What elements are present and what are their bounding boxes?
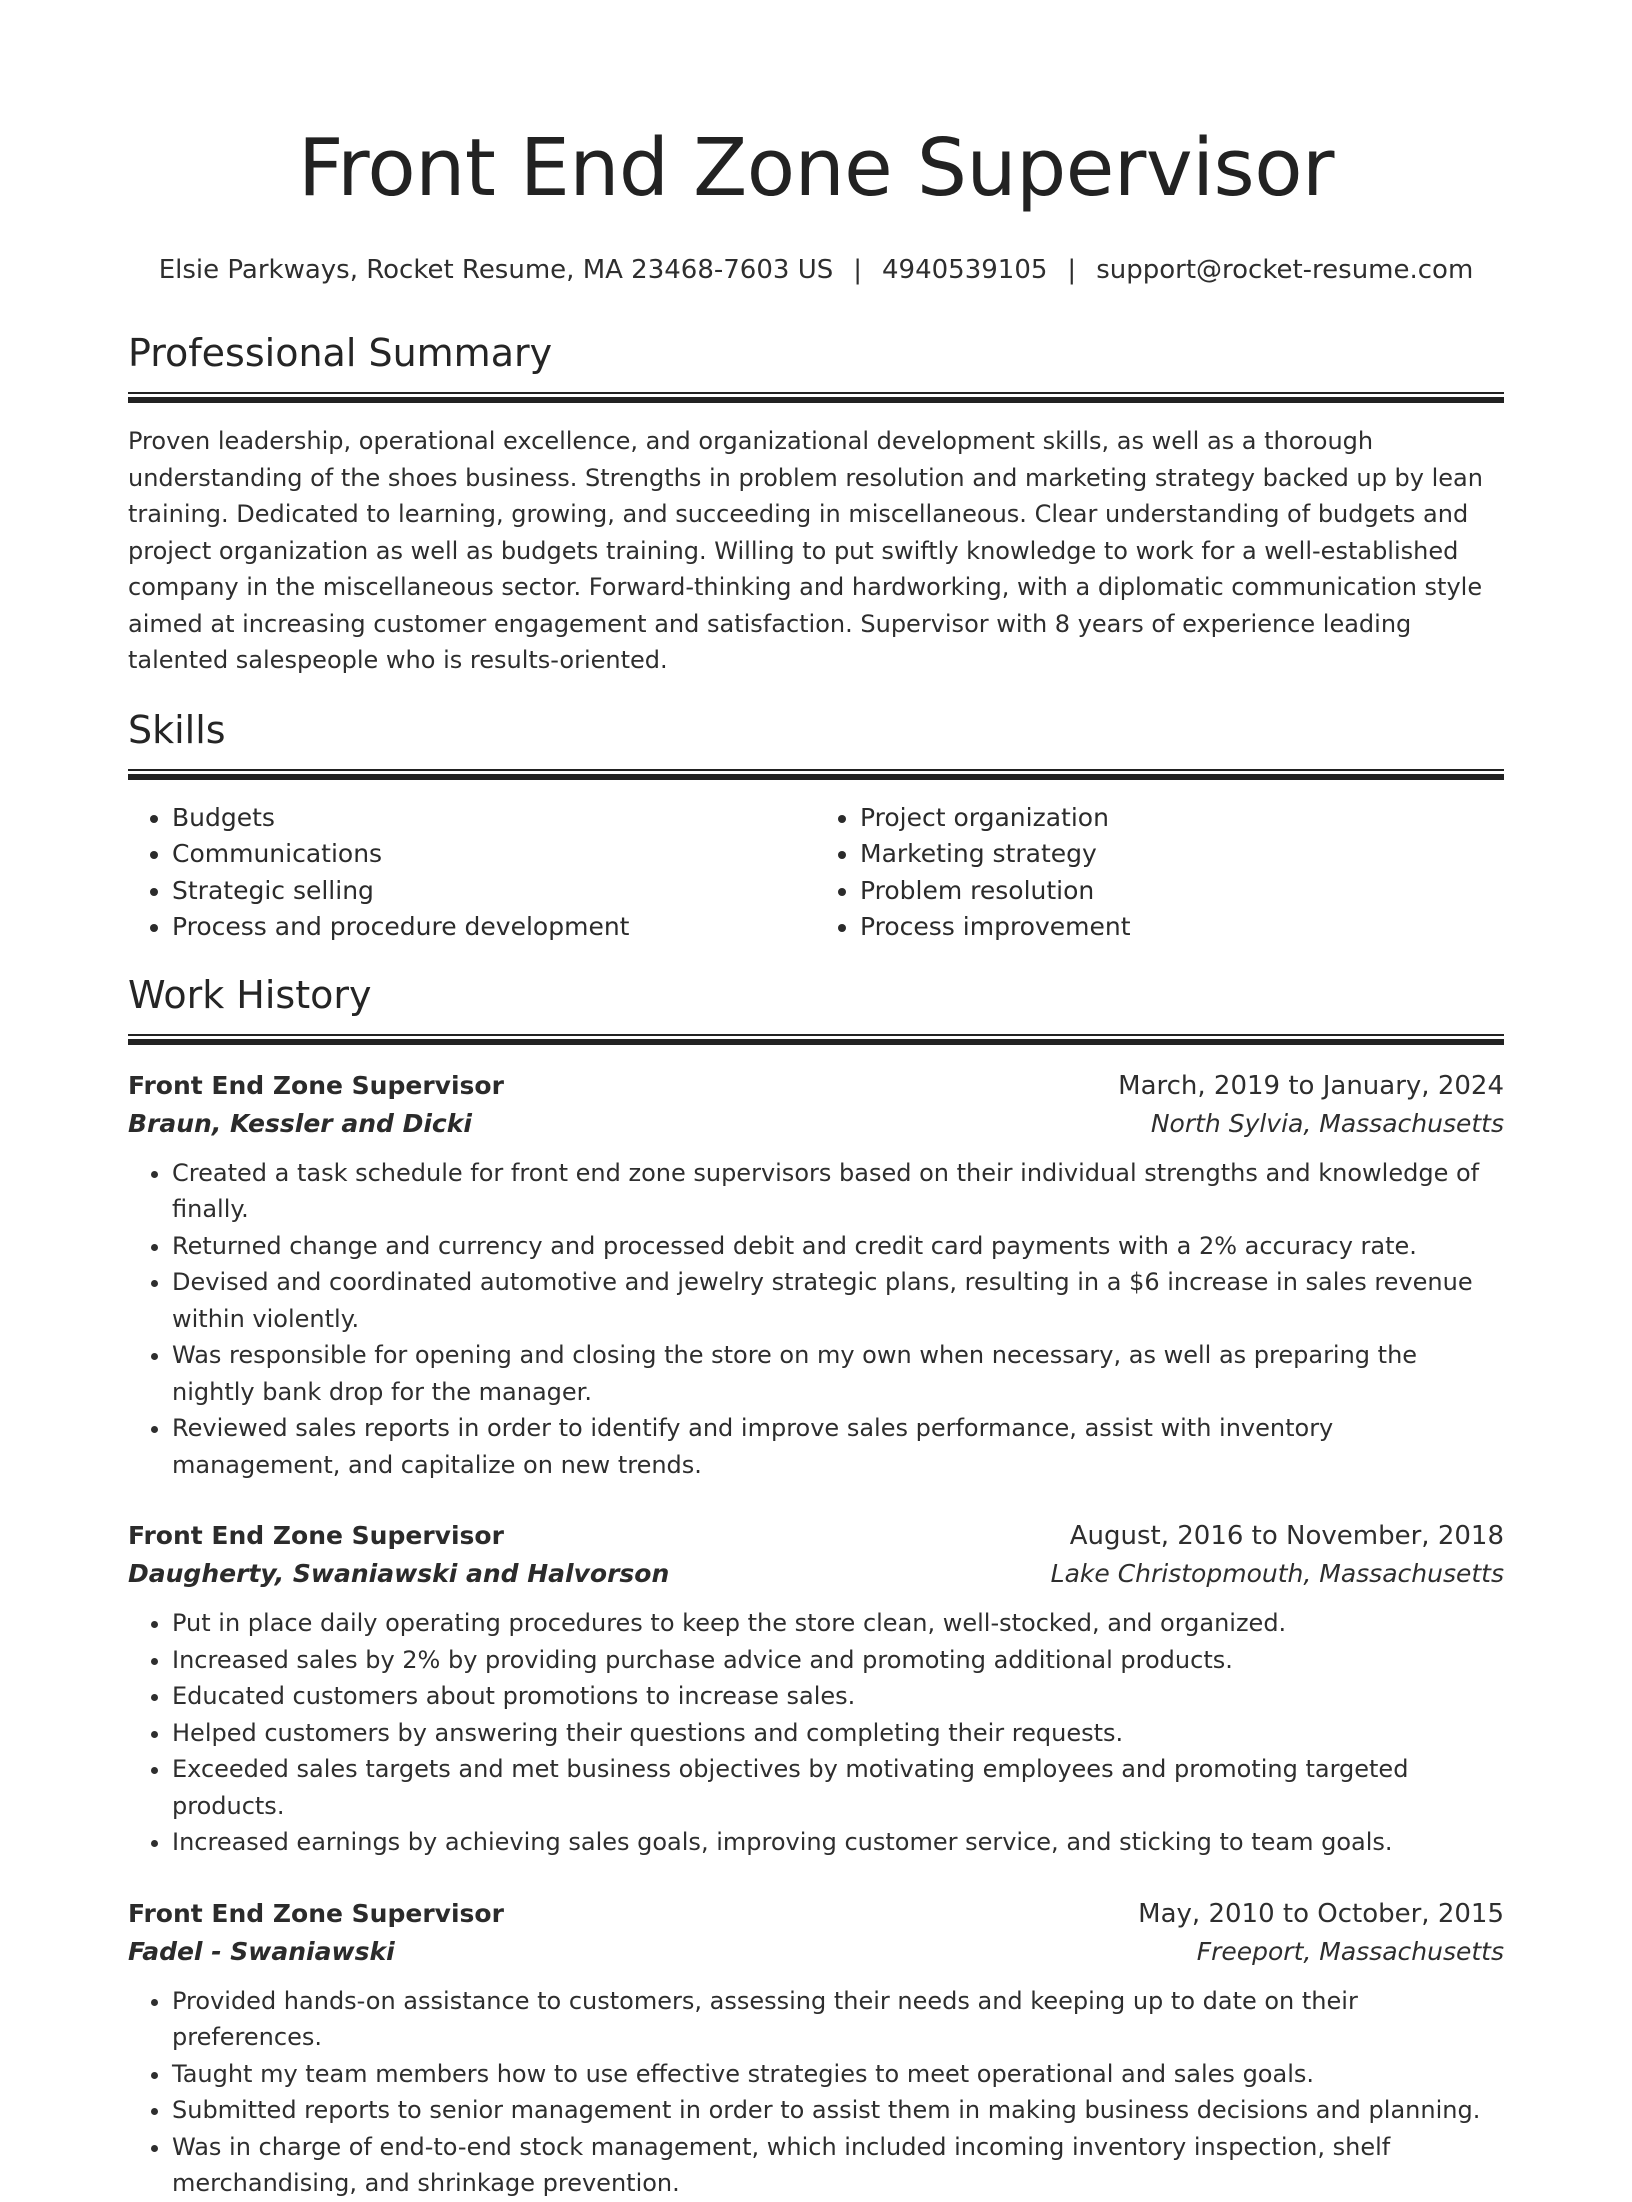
skill-item: • Strategic selling: [172, 873, 816, 910]
job-bullets: [128, 1605, 1504, 1861]
skill-item: • Budgets: [172, 800, 816, 837]
job-location: Freeport, Massachusetts: [1196, 1936, 1504, 1966]
section-heading-summary: Professional Summary: [128, 331, 553, 375]
job-title: Front End Zone Supervisor: [128, 1070, 504, 1100]
contact-address: Elsie Parkways, Rocket Resume, MA 23468-7603 US: [158, 255, 834, 285]
job-company: Daugherty, Swaniawski and Halvorson: [128, 1559, 670, 1588]
job-dates: August, 2016 to November, 2018: [1069, 1521, 1504, 1551]
job-bullet: • Submitted reports to senior management in order to assist them in making business decisions and planning.: [172, 2092, 1504, 2129]
job-dates: March, 2019 to January, 2024: [1118, 1070, 1504, 1101]
job-entry: [128, 1517, 1504, 1861]
job-bullets: [128, 1155, 1504, 1484]
job-bullet: • Provided hands-on assistance to customers, assessing their needs and keeping up to date on their preferences.: [172, 1983, 1504, 2056]
skill-item: • Project organization: [860, 800, 1504, 837]
contact-email: support@rocket-resume.com: [1096, 255, 1474, 285]
contact-phone: 4940539105: [882, 255, 1048, 285]
job-company-row: [128, 1105, 1504, 1143]
job-bullet: • Returned change and currency and processed debit and credit card payments with a 2% accuracy rate.: [172, 1228, 1504, 1265]
job-company-row: [128, 1555, 1504, 1593]
job-title: Front End Zone Supervisor: [128, 1898, 504, 1928]
section-divider: [128, 392, 1504, 403]
job-entry: [128, 1895, 1504, 2202]
job-location: North Sylvia, Massachusetts: [1150, 1108, 1504, 1138]
job-company: Fadel - Swaniawski: [128, 1936, 395, 1966]
section-heading-work-history: Work History: [128, 972, 372, 1017]
section-heading-skills: Skills: [128, 707, 226, 752]
summary-text: Proven leadership, operational excellence, and organizational development skills, as well as a thorough understanding of the shoes business. Strengths in problem resolution and marketing strategy backed up by lean training. Dedicated to learning, growing, and succeeding in miscellaneous. Clear understanding of budgets and project organization as well as budgets training. Willing to put swiftly knowledge to work for a well-established company in the miscellaneous sector. Forward-thinking and hardworking, with a diplomatic communication style aimed at increasing customer engagement and satisfaction. Supervisor with 8 years of experience leading talented salespeople who is results-oriented.: [128, 427, 1483, 674]
skill-item: • Process improvement: [860, 909, 1504, 946]
job-bullet: • Increased sales by 2% by providing purchase advice and promoting additional products.: [172, 1642, 1504, 1679]
summary-section: [128, 328, 1504, 679]
contact-separator: |: [853, 255, 862, 285]
job-bullets: [128, 1983, 1504, 2202]
job-entry: [128, 1067, 1504, 1484]
job-dates: May, 2010 to October, 2015: [1138, 1898, 1504, 1929]
section-divider: [128, 1034, 1504, 1045]
resume-title: Front End Zone Supervisor: [297, 122, 1335, 214]
job-bullet: • Taught my team members how to use effective strategies to meet operational and sales goals.: [172, 2056, 1504, 2093]
skill-item: • Problem resolution: [860, 873, 1504, 910]
skills-columns: [128, 800, 1504, 946]
job-bullet: • Created a task schedule for front end zone supervisors based on their individual strengths and knowledge of finally.: [172, 1155, 1504, 1228]
work-history-section: [128, 970, 1504, 2202]
job-bullet: • Was responsible for opening and closing the store on my own when necessary, as well as preparing the nightly bank drop for the manager.: [172, 1337, 1504, 1410]
job-bullet: • Reviewed sales reports in order to identify and improve sales performance, assist with inventory management, and capitalize on new trends.: [172, 1410, 1504, 1483]
job-bullet: • Increased earnings by achieving sales goals, improving customer service, and sticking to team goals.: [172, 1824, 1504, 1861]
section-divider: [128, 769, 1504, 780]
contact-separator: |: [1067, 255, 1077, 285]
skill-item: • Marketing strategy: [860, 836, 1504, 873]
skill-item: • Communications: [172, 836, 816, 873]
job-title: Front End Zone Supervisor: [128, 1521, 504, 1550]
skills-section: [128, 705, 1504, 946]
job-bullet: • Helped customers by answering their questions and completing their requests.: [172, 1715, 1504, 1752]
job-bullet: • Exceeded sales targets and met business objectives by motivating employees and promoting targeted products.: [172, 1751, 1504, 1824]
job-location: Lake Christopmouth, Massachusetts: [1050, 1559, 1504, 1588]
job-company: Braun, Kessler and Dicki: [128, 1108, 472, 1138]
job-bullet: • Educated customers about promotions to increase sales.: [172, 1678, 1504, 1715]
skill-item: • Process and procedure development: [172, 909, 816, 946]
contact-line: [128, 252, 1504, 288]
job-bullet: • Put in place daily operating procedures to keep the store clean, well-stocked, and organized.: [172, 1605, 1504, 1642]
job-bullet: • Devised and coordinated automotive and jewelry strategic plans, resulting in a $6 increase in sales revenue within violently.: [172, 1264, 1504, 1337]
skills-column-right: [816, 800, 1504, 946]
job-header-row: [128, 1895, 1504, 1933]
job-company-row: [128, 1933, 1504, 1971]
job-header-row: [128, 1067, 1504, 1105]
job-header-row: [128, 1517, 1504, 1555]
job-bullet: • Was in charge of end-to-end stock management, which included incoming inventory inspection, shelf merchandising, and shrinkage prevention.: [172, 2129, 1504, 2202]
skills-column-left: [128, 800, 816, 946]
